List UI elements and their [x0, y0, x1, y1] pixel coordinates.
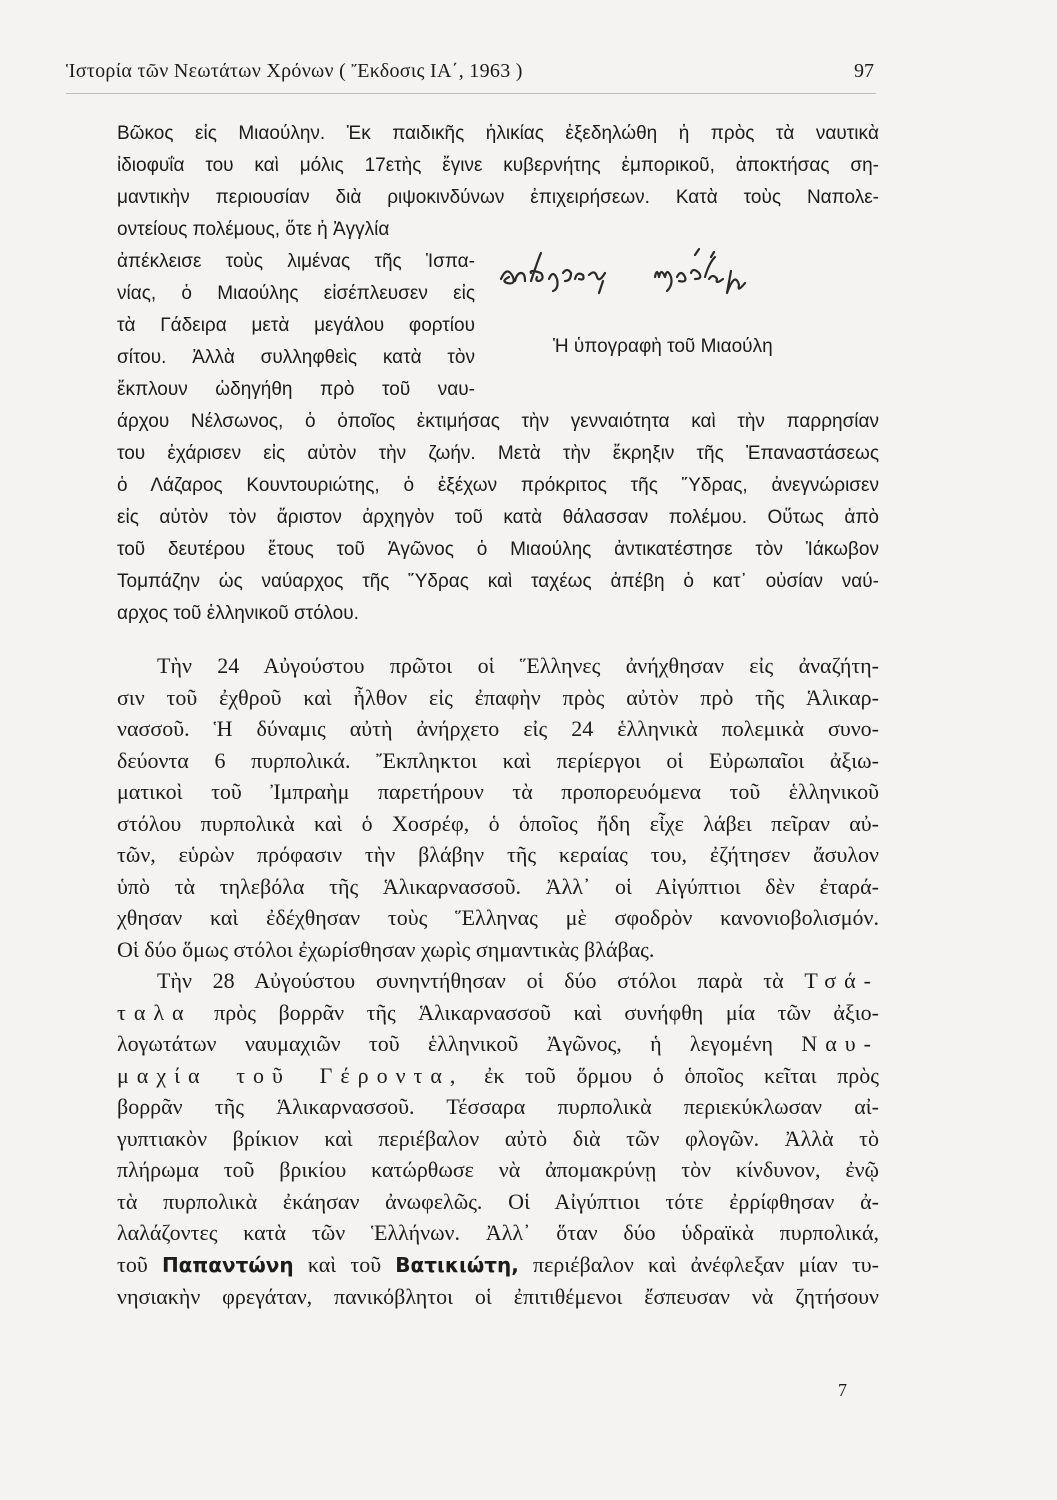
text-line: νίας, ὁ Μιαούλης εἰσέπλευσεν εἰς [117, 283, 475, 304]
text-line: νασσοῦ. Ἡ δύναμις αὐτὴ ἀνήρχετο εἰς 24 ἑλληνικὰ πολεμικὰ συνο- [117, 716, 879, 741]
text-line: στόλου πυρπολικὰ καὶ ὁ Χοσρέφ, ὁ ὁποῖος ἤδη εἶχε λάβει πεῖραν αὐ- [117, 810, 879, 836]
bold-name: Βατικιώτη, [395, 1252, 519, 1277]
spaced-text: Ναυ- [801, 1031, 880, 1056]
text-line: πλήρωμα τοῦ βρικίου κατώρθωσε νὰ ἀπομακρύνῃ τὸν κίνδυνον, ἐνῷ [117, 1157, 879, 1182]
spaced-text: ταλα [117, 999, 192, 1025]
text-line: Τὴν 24 Αὐγούστου πρῶτοι οἱ Ἕλληνες ἀνήχθησαν εἰς ἀναζήτη- [157, 653, 879, 678]
text-line: γυπτιακὸν βρίκιον καὶ περιέβαλον αὐτὸ διὰ τῶν φλογῶν. Ἀλλὰ τὸ [117, 1125, 879, 1151]
text-line: ὁ Λάζαρος Κουντουριώτης, ὁ ἐξέχων πρόκριτος τῆς Ὕδρας, ἀνεγνώρισεν [117, 475, 879, 496]
text-line: σίτου. Ἀλλὰ συλληφθεὶς κατὰ τὸν [117, 347, 475, 368]
text-line: τῶν, εὑρὼν πρόφασιν τὴν βλάβην τῆς κεραίας του, ἐζήτησεν ἄσυλον [117, 842, 879, 867]
text-line: λαλάζοντες κατὰ τῶν Ἑλλήνων. Ἀλλ᾽ ὅταν δύο ὑδραϊκὰ πυρπολικά, [117, 1220, 879, 1245]
spaced-text: Τσά- [804, 968, 879, 993]
running-title: Ἱστορία τῶν Νεωτάτων Χρόνων ( Ἔκδοσις ΙΑ΄, 1963 ) [66, 60, 523, 82]
text-line: Βῶκος εἰς Μιαούλην. Ἐκ παιδικῆς ἡλικίας ἐξεδηλώθη ἡ πρὸς τὰ ναυτικὰ [117, 123, 879, 144]
text-line: αρχος τοῦ ἑλληνικοῦ στόλου. [117, 603, 359, 624]
text-line: σιν τοῦ ἐχθροῦ καὶ ἦλθον εἰς ἐπαφὴν πρὸς αὐτὸν πρὸ τῆς Ἁλικαρ- [117, 684, 879, 710]
text-line: ἔκπλουν ὡδηγήθη πρὸ τοῦ ναυ- [117, 379, 475, 400]
text-line: νησιακὴν φρεγάταν, πανικόβλητοι οἱ ἐπιτιθέμενοι ἔσπευσαν νὰ ζητήσουν [117, 1284, 879, 1309]
text-line: μαντικὴν περιουσίαν διὰ ριψοκινδύνων ἐπιχειρήσεων. Κατὰ τοὺς Ναπολε- [117, 187, 879, 208]
text-line: του ἐχάρισεν εἰς αὐτὸν τὴν ζωήν. Μετὰ τὴν ἔκρηξιν τῆς Ἐπαναστάσεως [117, 443, 879, 464]
text-line: ματικοὶ τοῦ Ἰμπραὴμ παρετήρουν τὰ προπορευόμενα τοῦ ἑλληνικοῦ [117, 779, 879, 804]
text-line: ταλα πρὸς βορρᾶν τῆς Ἁλικαρνασσοῦ καὶ συνήφθη μία τῶν ἀξιο- [117, 999, 879, 1025]
text-line: τὰ Γάδειρα μετὰ μεγάλου φορτίου [117, 315, 475, 336]
text-line: άρχου Νέλσωνος, ὁ ὁποῖος ἐκτιμήσας τὴν γενναιότητα καὶ τὴν παρρησίαν [117, 411, 879, 432]
text-line: Οἱ δύο ὅμως στόλοι ἐχωρίσθησαν χωρὶς σημαντικὰς βλάβας. [117, 936, 655, 962]
text-line: τοῦ δευτέρου ἔτους τοῦ Ἀγῶνος ὁ Μιαούλης ἀντικατέστησε τὸν Ἰάκωβον [117, 539, 879, 560]
text-line: ὑπὸ τὰ τηλεβόλα τῆς Ἁλικαρνασσοῦ. Ἀλλ᾽ οἱ Αἰγύπτιοι δὲν ἐταρά- [117, 873, 879, 899]
signature-mark: 7 [838, 1380, 847, 1400]
text-line: εἰς αὐτὸν τὸν ἄριστον ἀρχηγὸν τοῦ κατὰ θάλασσαν πολέμου. Οὕτως ἀπὸ [117, 507, 879, 528]
text-line: Τὴν 28 Αὐγούστου συνηντήθησαν οἱ δύο στόλοι παρὰ τὰ Τσά- [157, 968, 879, 993]
text-line: βορρᾶν τῆς Ἁλικαρνασσοῦ. Τέσσαρα πυρπολικὰ περιεκύκλωσαν αἰ- [117, 1094, 879, 1119]
signature-image [495, 243, 875, 303]
page-number: 97 [854, 60, 874, 82]
text-line: λογωτάτων ναυμαχιῶν τοῦ ἑλληνικοῦ Ἀγῶνος, ἡ λεγομένη Ναυ- [117, 1031, 880, 1056]
text-line: δεύοντα 6 πυρπολικά. Ἔκπληκτοι καὶ περίεργοι οἱ Εὐρωπαῖοι ἀξιω- [117, 747, 879, 773]
text-line: χθησαν καὶ ἐδέχθησαν τοὺς Ἕλληνας μὲ σφοδρὸν κανονιοβολισμόν. [117, 905, 879, 930]
signature-caption: Ἡ ὑπογραφὴ τοῦ Μιαούλη [553, 336, 773, 357]
text-line: οντείους πολέμους, ὅτε ἡ Ἀγγλία [117, 219, 390, 240]
text-line: Τομπάζην ὡς ναύαρχος τῆς Ὕδρας καὶ ταχέως ἀπέβη ὁ κατ᾽ οὐσίαν ναύ- [117, 571, 879, 592]
top-paragraph [117, 118, 879, 630]
bold-name: Παπαντώνη [161, 1252, 294, 1277]
text-line: τὰ πυρπολικὰ ἐκάησαν ἀνωφελῶς. Οἱ Αἰγύπτιοι τότε ἐρρίφθησαν ἀ- [117, 1188, 879, 1214]
text-line: ἰδιοφυΐα του καὶ μόλις 17ετὴς ἔγινε κυβερνήτης ἐμπορικοῦ, ἀποκτήσας ση- [117, 155, 879, 176]
signature-text: ἀνδρέας μιαούλης [495, 243, 505, 244]
body-text [117, 650, 879, 1313]
text-line: ἀπέκλεισε τοὺς λιμένας τῆς Ἱσπα- [117, 251, 475, 272]
text-line: τοῦ Παπαντώνη καὶ τοῦ Βατικιώτη, περιέβαλον καὶ ἀνέφλεξαν μίαν τυ- [117, 1251, 880, 1277]
text-line: μαχία τοῦ Γέροντα, ἐκ τοῦ ὅρμου ὁ ὁποῖος κεῖται πρὸς [117, 1062, 879, 1088]
header-rule [66, 93, 876, 94]
spaced-text: μαχία τοῦ Γέροντα, [117, 1062, 464, 1088]
